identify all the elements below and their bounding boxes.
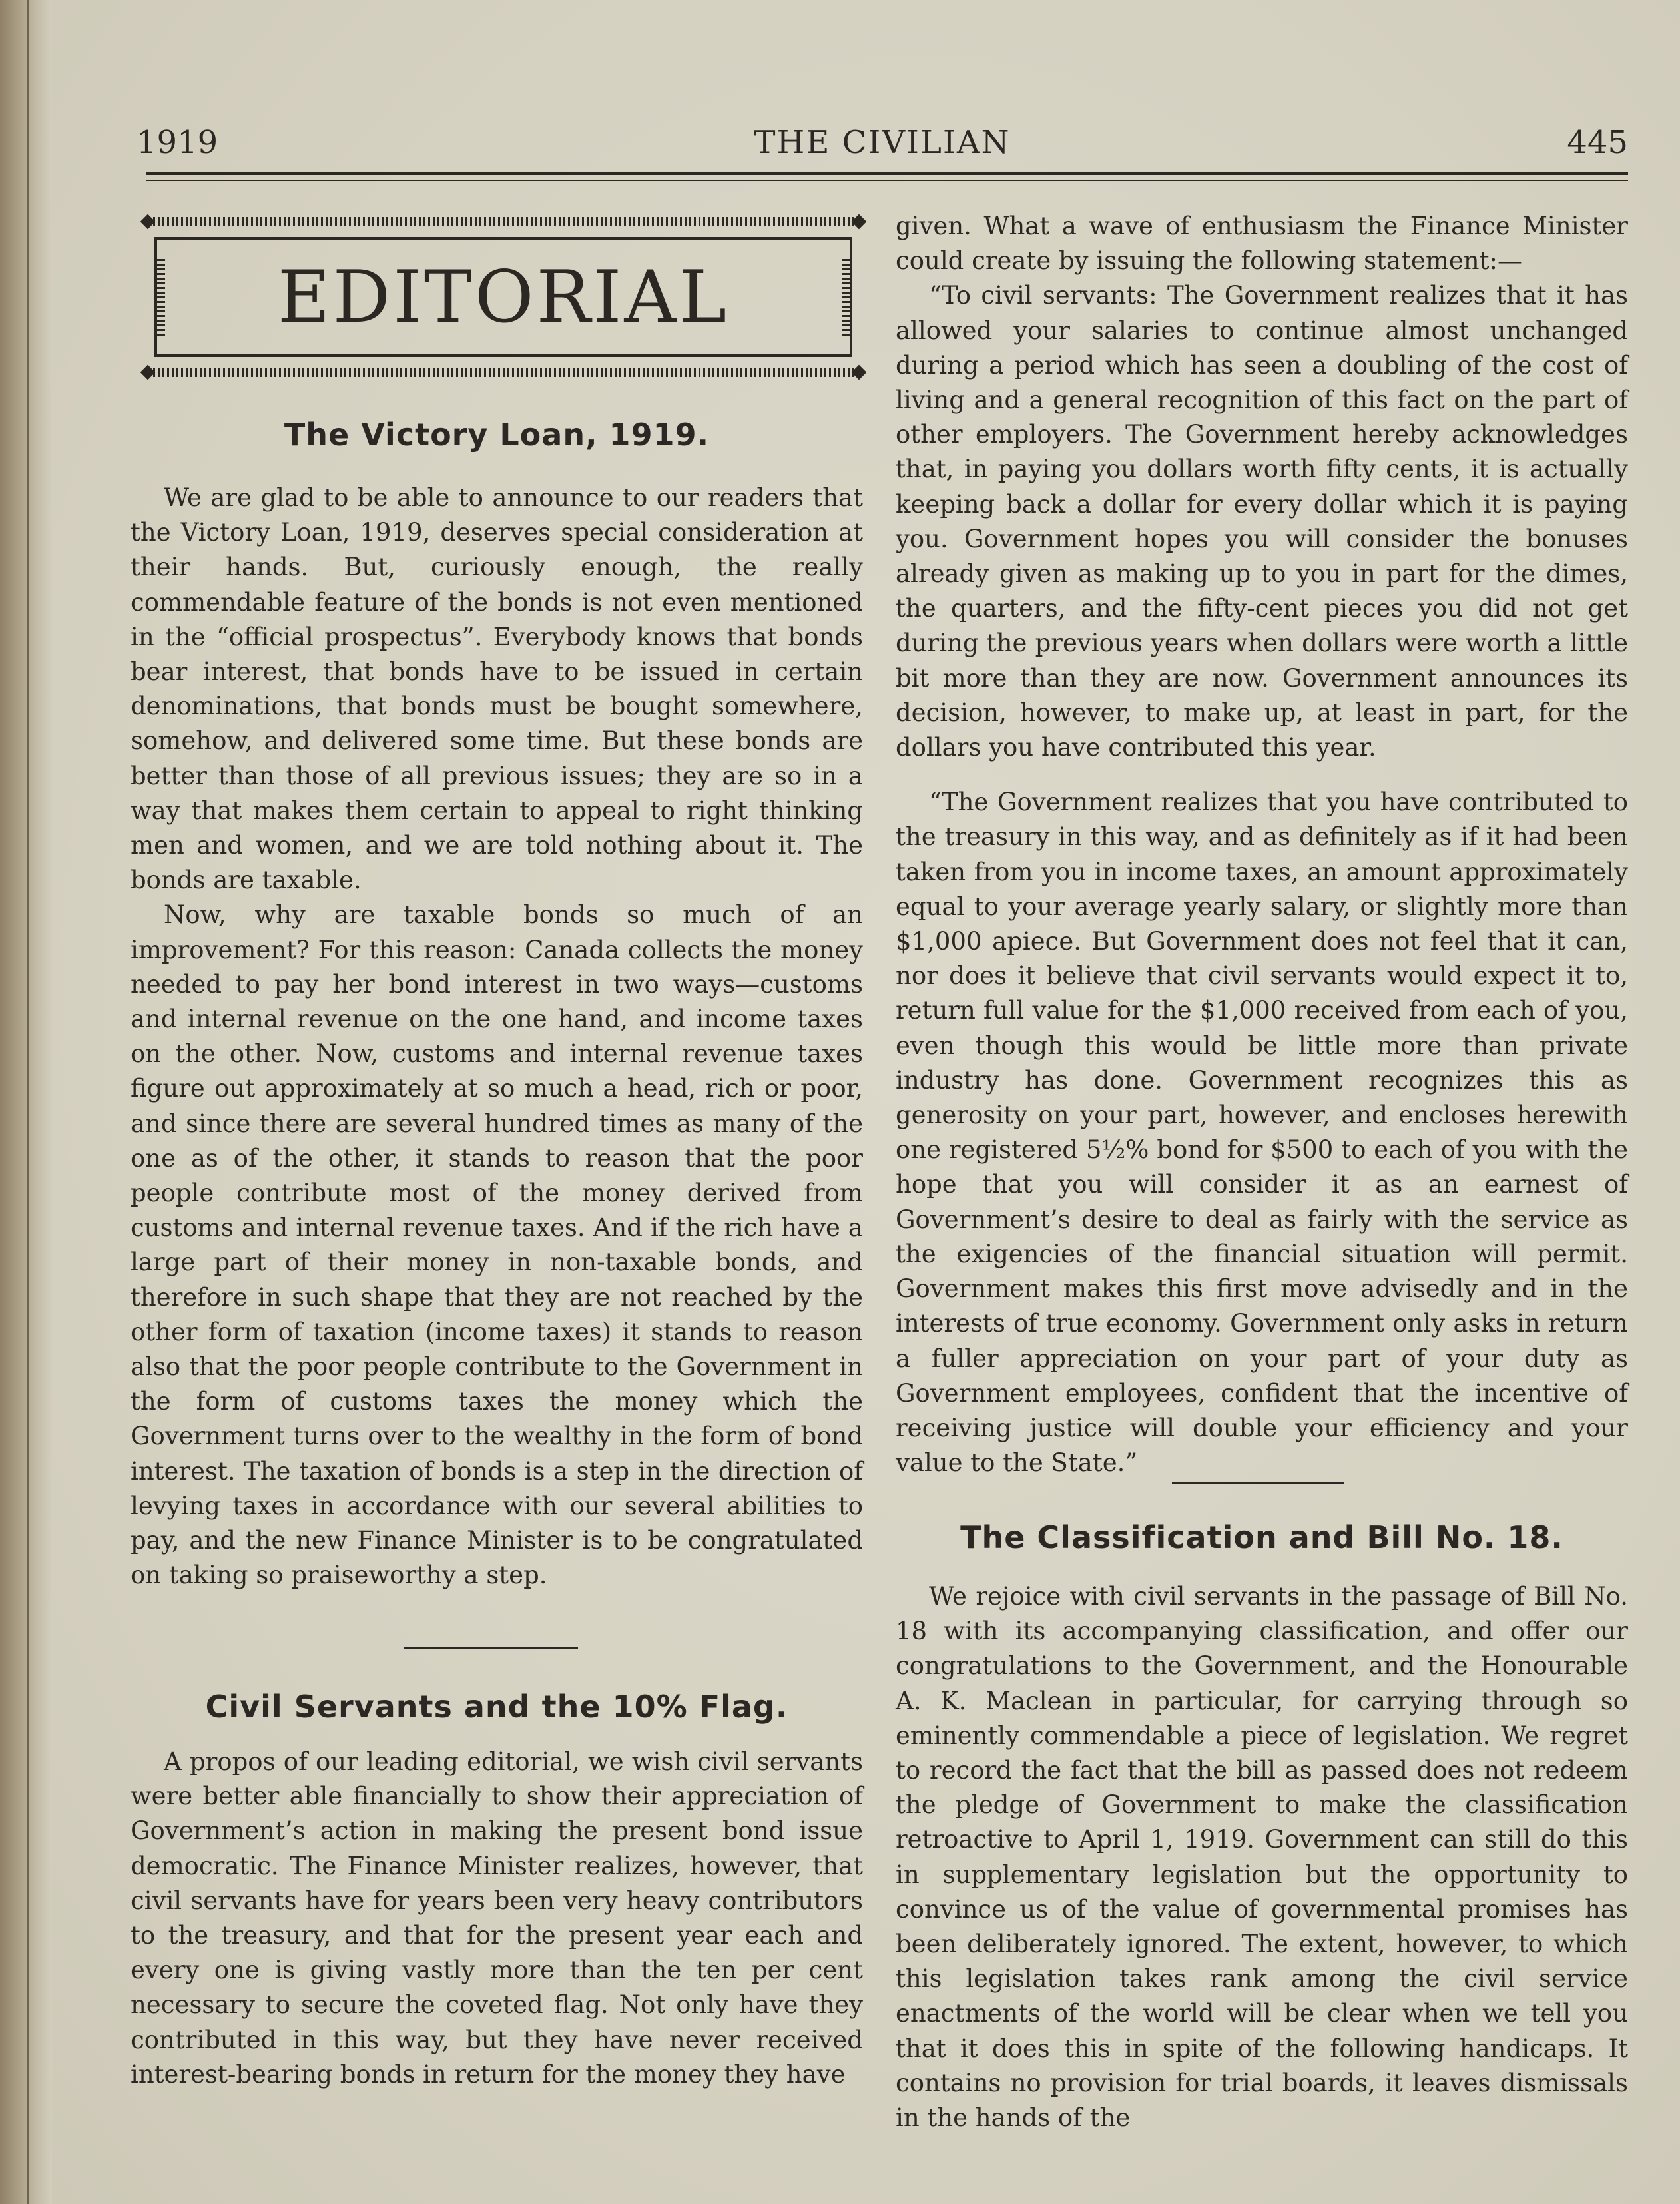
paragraph: “The Government realizes that you have contributed to the treasury in this way, and as definitely as if it had been taken from you in income taxes, an amount approximately equal to your average yearly salary, or slightly more than $1,000 apiece. But Government does not feel that it can, nor does it believe that civil servants would expect it to, return full value for the $1,000 received from each of you, even though this would be little more than private industry has done. Government recognizes this as generosity on your part, however, and encloses herewith one registered 5½% bond for $500 to each of you with the hope that you will consider it as an earnest of Government’s desire to deal as fairly with the service as the exigencies of the financial situation will permit. Government makes this first move advisedly and in the interests of true economy. Government only asks in return a fuller appreciation on your part of your duty as Government employees, confident that the incentive of receiving justice will double your efficiency and your value to the State.” (896, 788, 1628, 1478)
article-heading: The Victory Loan, 1919. (284, 417, 710, 453)
section-divider (1172, 1482, 1344, 1484)
banner-corner-ornament (852, 214, 867, 230)
header-rule-thick (146, 172, 1628, 175)
paragraph: We rejoice with civil servants in the passage of Bill No. 18 with its accompanying classification, and offer our congratulations to the Government, and the Honourable A. K. Maclean in particular, for carrying through so eminently commendable a piece of legislation. We regret to record the fact that the bill as passed does not redeem the pledge of Government to make the classification retroactive to April 1, 1919. Government can still do this in supplementary legislation but the opportunity to convince us of the value of governmental promises has been deliberately ignored. The extent, however, to which this legislation takes rank among the civil service enactments of the world will be clear when we tell you that it does this in spite of the following handicaps. It contains no provision for trial boards, it leaves dismissals in the hands of the (896, 1582, 1628, 2133)
paragraph: Now, why are taxable bonds so much of an improvement? For this reason: Canada collects the money needed to pay her bond interest in two ways—customs and internal revenue on the one hand, and income taxes on the other. Now, customs and internal revenue taxes figure out approximately at so much a head, rich or poor, and since there are several hundred times as many of the one as of the other, it stands to reason that the poor people contribute most of the money derived from customs and internal revenue taxes. And if the rich have a large part of their money in non-taxable bonds, and therefore in such shape that they are not reached by the other form of taxation (income taxes) it stands to reason also that the poor people contribute to the Government in the form of customs taxes the money which the Government turns over to the wealthy in the form of bond interest. The taxation of bonds is a step in the direction of levying taxes in accordance with our several abilities to pay, and the new Finance Minister is to be congratulated on taking so praiseworthy a step. (131, 900, 863, 1590)
paragraph: given. What a wave of enthusiasm the Finance Minister could create by issuing the following statement:— (896, 212, 1628, 276)
banner-ornament-top (153, 217, 854, 226)
section-divider (404, 1647, 578, 1649)
running-head (137, 124, 1628, 164)
banner-ornament-bottom (153, 368, 854, 377)
page-gutter (0, 0, 52, 2204)
gutter-line (27, 0, 29, 2204)
article-heading: Civil Servants and the 10% Flag. (205, 1689, 788, 1725)
banner-corner-ornament (852, 365, 867, 380)
editorial-title: EDITORIAL (277, 256, 730, 339)
article-body-continued (896, 209, 1628, 1480)
running-head-title: THE CIVILIAN (754, 124, 1011, 161)
editorial-banner (141, 214, 866, 380)
paragraph: “To civil servants: The Government realizes that it has allowed your salaries to continue almost unchanged during a period which has seen a doubling of the cost of living and a general recognition of this fact on the part of other employers. The Government hereby acknowledges that, in paying you dollars worth fifty cents, it is actually keeping back a dollar for every dollar which it is paying you. Government hopes you will consider the bonuses already given as making up to you in part for the dimes, the quarters, and the fifty-cent pieces you did not get during the previous years when dollars were worth a little bit more than they are now. Government announces its decision, however, to make up, at least in part, for the dollars you have contributed this year. (896, 281, 1628, 762)
article-heading: The Classification and Bill No. 18. (960, 1519, 1563, 1555)
running-head-year: 1919 (137, 124, 218, 161)
page-number: 445 (1567, 124, 1628, 161)
article-body (896, 1579, 1628, 2135)
paragraph: A propos of our leading editorial, we wish civil servants were better able financially to show their appreciation of Government’s action in making the present bond issue democratic. The Finance Minister realizes, however, that civil servants have for years been very heavy contributors to the treasury, and that for the present year each and every one is giving vastly more than the ten per cent necessary to secure the coveted flag. Not only have they contributed in this way, but they have never received interest-bearing bonds in return for the money they have (131, 1747, 863, 2089)
header-rule-thin (146, 180, 1628, 181)
article-body (131, 481, 863, 1593)
paragraph: We are glad to be able to announce to our readers that the Victory Loan, 1919, deserves special consideration at their hands. But, curiously enough, the really commendable feature of the bonds is not even mentioned in the “official prospectus”. Everybody knows that bonds bear interest, that bonds have to be issued in certain denominations, that bonds must be bought somewhere, somehow, and delivered some time. But these bonds are better than those of all previous issues; they are so in a way that makes them certain to appeal to right thinking men and women, and we are told nothing about it. The bonds are taxable. (131, 483, 863, 895)
article-body (131, 1745, 863, 2092)
